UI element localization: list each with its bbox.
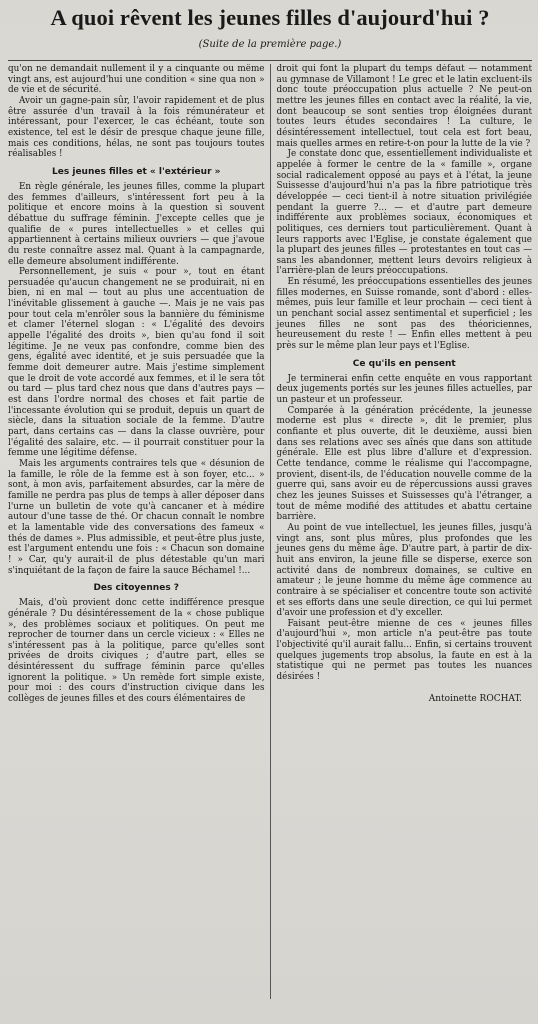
paragraph: Comparée à la génération précédente, la jeunesse moderne est plus « directe », dit le premier, plus confiante et plus ouverte, dit le deuxième, aussi bien dans ses relations avec ses aînés que dans son attitude générale. Elle est plus libre d'allure et d'expression. Cette tendance, comme le réalisme qui l'accompagne, provient, disent-ils, de l'éducation nouvelle comme de la guerre qui, sans avoir eu de répercussions aussi graves chez les jeunes Suisses et Suissesses qu'à l'étranger, a tout de même modifié des attitudes et abattu certaine barrière.	[276, 405, 532, 523]
paragraph: Je constate donc que, essentiellement individualiste et appelée à former le centre de la « famille », organe social radicalement opposé au pays et à l'état, la jeune Suissesse d'aujourd'hui n'a pas la fibre patriotique très développée — ceci tient-il à notre situation privilégiée pendant la guerre ?... — et d'autre part demeure indifférente aux problèmes sociaux, économiques et politiques, ces derniers tout particulièrement. Quant à leurs rapports avec l'Eglise, je constate également que la plupart des jeunes filles — protestantes en tout cas — sans les abandonner, mettent leurs devoirs religieux à l'arrière-plan de leurs préoccupations.	[276, 149, 532, 277]
paragraph: Au point de vue intellectuel, les jeunes filles, jusqu'à vingt ans, sont plus mûres, plus profondes que les jeunes gens du même âge. D'autre part, à partir de dix-huit ans environ, la jeune fille se disperse, exerce son activité dans de nombreux domaines, se cultive en amateur ; le jeune homme du même âge commence au contraire à se spécialiser et concentre toute son activité et ses efforts dans une seule direction, ce qui lui permet d'avoir une profession et d'y exceller.	[276, 522, 532, 619]
author-signature	[277, 694, 533, 705]
paragraph: Personnellement, je suis « pour », tout en étant persuadée qu'aucun changement ne se produirait, ni en bien, ni en mal — tout au plus une accentuation de l'inévitable glissement à gauche —. Mais je ne vais pas pour tout cela m'enrôler sous la bannière du féminisme et clamer l'éternel slogan : « L'égalité des devoirs appelle l'égalité des droits », bien qu'au fond il soit légitime. Je ne veux pas confondre, comme bien des gens, égalité avec identité, et je suis persuadée que la femme doit demeurer autre. Mais j'estime simplement que le droit de vote accordé aux femmes, et il le sera tôt ou tard — plus tard chez nous que dans d'autres pays — est dans l'ordre normal des choses et fait partie de l'incessante évolution qui se produit, depuis un quart de siècle, dans la situation sociale de la femme. D'autre part, dans certains cas — dans la classe ouvrière, pour l'égalité des salaire, etc. — il pourrait constituer pour la femme une légitime défense.	[8, 267, 265, 459]
header-rule	[8, 60, 532, 61]
paragraph: qu'on ne demandait nullement il y a cinquante ou même vingt ans, est aujourd'hui une condition « sine qua non » de vie et de sécurité.	[8, 64, 265, 96]
author-first-name: Antoinette	[428, 693, 477, 704]
article-subtitle: (Suite de la première page.)	[198, 39, 342, 50]
section-heading: Ce qu'ils en pensent	[352, 358, 456, 369]
paragraph: droit qui font la plupart du temps défaut — notamment au gymnase de Villamont ! Le grec et le latin excluent-ils donc toute préoccupation plus actuelle ? Ne peut-on mettre les jeunes filles en contact avec la réalité, la vie, dont beaucoup se sont senties trop éloignées durant toutes leurs études secondaires ! La culture, le désintéressement intellectuel, tout cela est fort beau, mais quelles armes en retire-t-on pour la lutte de la vie ?	[276, 64, 532, 149]
article-columns	[8, 64, 532, 999]
paragraph: Faisant peut-être mienne de ces « jeunes filles d'aujourd'hui », mon article n'a peut-être pas toute l'objectivité qu'il aurait fallu... Enfin, si certains trouvent quelques jugements trop absolus, la faute en est à la statistique qui ne permet pas toutes les nuances désirées !	[276, 618, 532, 683]
author-last-name: ROCHAT.	[479, 693, 522, 704]
paragraph: En résumé, les préoccupations essentielles des jeunes filles modernes, en Suisse romande, sont d'abord : elles-mêmes, puis leur famille et leur prochain — ceci tient à un penchant social assez sentimental et superficiel ; les jeunes filles ne sont pas des théoriciennes, heureusement du reste ! — Enfin elles mettent à peu près sur le même plan leur pays et l'Eglise.	[276, 277, 532, 352]
paragraph: Mais les arguments contraires tels que « désunion de la famille, le rôle de la femme est à son foyer, etc... » sont, à mon avis, parfaitement absurdes, car la mère de famille ne perdra pas plus de temps à aller déposer dans l'urne un bulletin de vote qu'à cancaner et à médire autour d'une tasse de thé. Or chacun connaît le nombre et la lamentable vide des conversations des fameux « thés de dames ». Plus admissible, et peut-être plus juste, est l'argument entendu une fois : « Chacun son domaine ! » Car, qu'y aurait-il de plus détestable qu'un mari s'inquiétant de la façon de faire la sauce Béchamel !...	[8, 458, 265, 576]
paragraph: En règle générale, les jeunes filles, comme la plupart des femmes d'ailleurs, s'intéressent fort peu à la politique et encore moins à la question si souvent débattue du suffrage féminin. J'excepte celles que je qualifie de « pures intellectuelles » et celles qui appartiennent à certains milieux ouvriers — que j'avoue du reste connaître assez mal. Quant à la campagnarde, elle demeure absolument indifférente.	[8, 181, 265, 267]
section-heading: Des citoyennes ?	[93, 583, 180, 594]
right-column	[271, 64, 533, 999]
left-column	[8, 64, 270, 999]
paragraph: Je terminerai enfin cette enquête en vous rapportant deux jugements portés sur les jeunes filles actuelles, par un pasteur et un professeur.	[276, 373, 532, 406]
paragraph: Avoir un gagne-pain sûr, l'avoir rapidement et de plus être assurée d'un travail à la fois rémunérateur et intéressant, pour l'exercer, le cas échéant, toute son existence, tel est le désir de presque chaque jeune fille, mais ces conditions, hélas, ne sont pas toujours toutes réalisables !	[8, 95, 265, 160]
paragraph: Mais, d'où provient donc cette indifférence presque générale ? Du désintéressement de la « chose publique », des problèmes sociaux et politiques. On peut me reprocher de tourner dans un cercle vicieux : « Elles ne s'intéressent pas à la politique, parce qu'elles sont privées de droits civiques ; d'autre part, elles se désintéressent du suffrage féminin parce qu'elles ignorent la politique. » Un remède fort simple existe, pour moi : des cours d'instruction civique dans les collèges de jeunes filles et des cours élémentaires de	[8, 598, 265, 705]
section-heading: Les jeunes filles et « l'extérieur »	[52, 166, 221, 177]
article-title: A quoi rêvent les jeunes filles d'aujourd'hui ?	[50, 5, 490, 30]
